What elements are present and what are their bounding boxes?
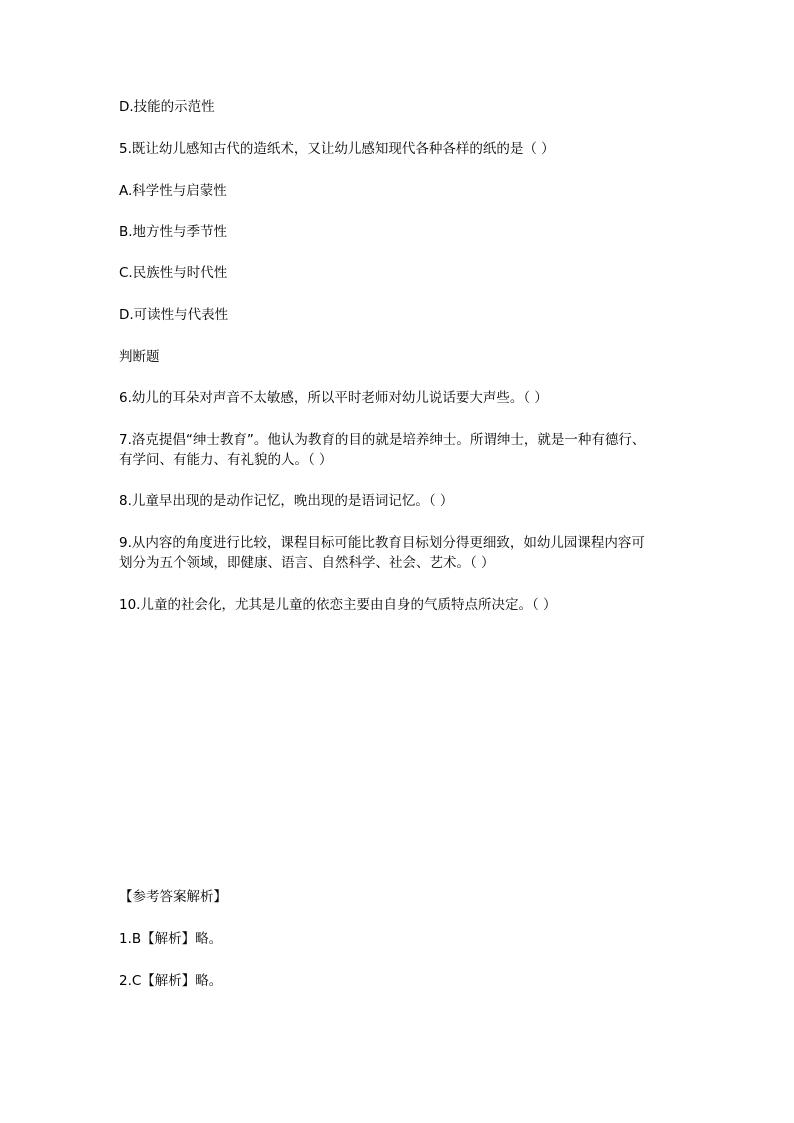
q6-statement: 6.幼儿的耳朵对声音不太敏感，所以平时老师对幼儿说话要大声些。（ ） [119,390,548,406]
q10-statement: 10.儿童的社会化，尤其是儿童的依恋主要由自身的气质特点所决定。（ ） [119,597,557,613]
q5-option-a: A.科学性与启蒙性 [119,183,227,199]
q5-option-b: B.地方性与季节性 [119,224,228,240]
q7-statement [119,430,689,470]
answers-heading: 【参考答案解析】 [119,889,227,905]
q9-line-1: 9.从内容的角度进行比较，课程目标可能比教育目标划分得更细致，如幼儿园课程内容可 [119,535,645,551]
answer-1: 1.B【解析】略。 [119,931,223,947]
q9-statement [119,533,689,573]
q7-line-1: 7.洛克提倡“绅士教育”。他认为教育的目的就是培养绅士。所谓绅士，就是一种有德行、 [119,432,646,448]
q7-line-2: 有学问、有能力、有礼貌的人。（ ） [119,452,333,468]
section-heading-judgment: 判断题 [119,349,160,365]
q5-option-d: D.可读性与代表性 [119,307,229,323]
q8-statement: 8.儿童早出现的是动作记忆，晚出现的是语词记忆。（ ） [119,493,454,509]
answer-2: 2.C【解析】略。 [119,973,223,989]
q4-option-d: D.技能的示范性 [119,99,215,115]
q5-option-c: C.民族性与时代性 [119,265,228,281]
q5-question: 5.既让幼儿感知古代的造纸术，又让幼儿感知现代各种各样的纸的是（ ） [119,141,555,157]
q9-line-2: 划分为五个领域，即健康、语言、自然科学、社会、艺术。（ ） [119,555,495,571]
